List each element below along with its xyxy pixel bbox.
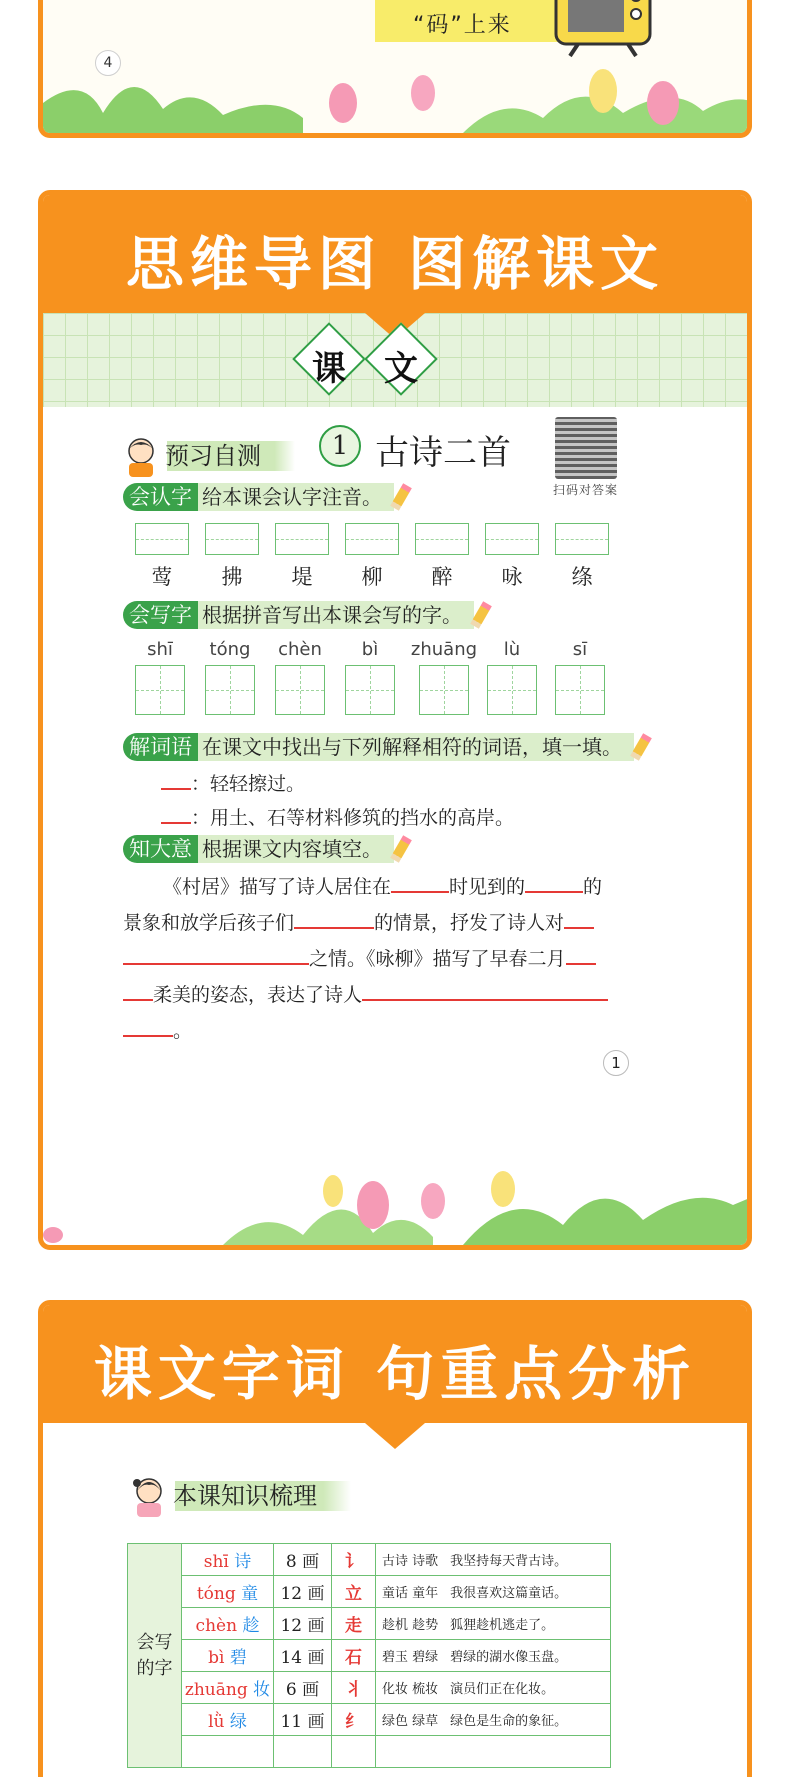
pinyin-char-cell: bì 碧 [182,1640,274,1672]
callout-text: “码”上来 [413,13,512,38]
pinyin-char-cell: shī 诗 [182,1544,274,1576]
knowledge-table [127,1543,611,1768]
pinyin-answer-box[interactable] [485,523,539,555]
table-row [128,1736,611,1768]
table-row [128,1608,611,1640]
boy-avatar-icon [123,435,159,477]
pinyin-answer-box[interactable] [345,523,399,555]
recognize-char: 咏 [501,565,523,589]
task-instruction: 根据课文内容填空。 [198,835,394,863]
table-row [128,1544,611,1576]
preview-section-header [123,435,295,477]
task-summary [123,835,406,863]
section-char-1: 课 [312,349,346,389]
vocab-item-2: ：用土、石等材料修筑的挡水的高岸。 [161,803,514,830]
grass-flower-decoration [43,1165,752,1245]
answer-blank[interactable] [123,981,153,1001]
example-cell: 古诗 诗歌 我坚持每天背古诗。 [376,1544,611,1576]
card-banner-title: 思维导图 图解课文 [125,230,665,298]
previous-page-fragment [38,0,752,138]
stroke-count: 12 画 [274,1576,332,1608]
pinyin-label: chèn [278,639,322,660]
recognize-char: 堤 [291,565,313,589]
answer-blank[interactable] [294,909,374,929]
example-cell: 碧玉 碧绿 碧绿的湖水像玉盘。 [376,1640,611,1672]
stroke-count: 8 画 [274,1544,332,1576]
pinyin-answer-box[interactable] [415,523,469,555]
recognize-char: 柳 [361,565,383,589]
answer-blank[interactable] [161,770,191,790]
recognize-char: 绦 [571,565,593,589]
example-cell: 趁机 趁势 狐狸趁机逃走了。 [376,1608,611,1640]
recognize-char: 醉 [431,565,453,589]
mind-map-card [38,190,752,1250]
pinyin-answer-box[interactable] [555,523,609,555]
answer-blank[interactable] [391,873,449,893]
pinyin-char-cell: zhuāng 妆 [182,1672,274,1704]
pinyin-answer-box[interactable] [135,523,189,555]
summary-section-header [131,1475,351,1517]
pinyin-char-cell: chèn 趁 [182,1608,274,1640]
task-instruction: 根据拼音写出本课会写的字。 [198,601,474,629]
row-header: 会写的字 [128,1544,182,1768]
pinyin-label: tóng [209,639,251,660]
writing-grid[interactable] [135,665,185,715]
header-notch [365,1423,425,1449]
example-cell: 童话 童年 我很喜欢这篇童话。 [376,1576,611,1608]
example-cell: 化妆 梳妆 演员们正在化妆。 [376,1672,611,1704]
pinyin-char-cell: lǜ 绿 [182,1704,274,1736]
task-instruction: 给本课会认字注音。 [198,483,394,511]
task-tag: 解词语 [123,733,198,761]
page-number: 1 [603,1050,629,1076]
writing-grid[interactable] [419,665,469,715]
pinyin-label: zhuāng [410,639,478,660]
task-tag: 知大意 [123,835,198,863]
radical: 石 [332,1640,376,1672]
lesson-number: 1 [319,425,361,467]
answer-blank[interactable] [123,945,309,965]
task-vocab [123,733,646,761]
table-row [128,1640,611,1672]
card-header [43,195,747,313]
pinyin-label: shī [147,639,173,660]
answer-blank[interactable] [564,909,594,929]
recognize-char: 莺 [151,565,173,589]
summary-paragraph: 《村居》描写了诗人居住在 时见到的 的 景象和放学后孩子们 的情景，抒发了诗人对 之情。《咏柳》描写了早春二月 柔美的姿态，表达了诗人 。 [123,869,653,1049]
summary-title: 本课知识梳理 [167,1481,351,1511]
pinyin-char-cell: tóng 童 [182,1576,274,1608]
radical: 纟 [332,1704,376,1736]
card-banner-title: 课文字词 句重点分析 [93,1340,697,1408]
writing-grid[interactable] [555,665,605,715]
answer-blank[interactable] [566,945,596,965]
writing-grid[interactable] [275,665,325,715]
answer-blank[interactable] [362,981,608,1001]
task-tag: 会认字 [123,483,198,511]
example-cell: 绿色 绿草 绿色是生命的象征。 [376,1704,611,1736]
radical: 立 [332,1576,376,1608]
girl-avatar-icon [131,1475,167,1517]
task-write [123,601,486,629]
qr-code-icon[interactable] [555,417,617,479]
pinyin-label: lù [503,639,521,660]
task-instruction: 在课文中找出与下列解释相符的词语，填一填。 [198,733,634,761]
task-tag: 会写字 [123,601,198,629]
stroke-count: 12 画 [274,1608,332,1640]
stroke-count: 6 画 [274,1672,332,1704]
qr-caption: 扫码对答案 [553,483,619,497]
radical: 走 [332,1608,376,1640]
stroke-count: 14 画 [274,1640,332,1672]
answer-blank[interactable] [123,1017,173,1037]
radical: 讠 [332,1544,376,1576]
table-row [128,1704,611,1736]
preview-title: 预习自测 [159,441,295,471]
stroke-count: 11 画 [274,1704,332,1736]
writing-grid[interactable] [487,665,537,715]
recognize-char: 拂 [221,565,243,589]
table-row [128,1672,611,1704]
grass-flower-decoration [43,63,752,133]
card-header [43,1305,747,1423]
section-char-2: 文 [384,349,418,389]
lesson-title: 古诗二首 [375,433,511,473]
task-recognize [123,483,406,511]
pinyin-label: bì [361,639,379,660]
page-number: 4 [95,50,121,76]
tv-illustration [548,0,658,58]
pinyin-answer-box[interactable] [205,523,259,555]
vocab-item-1: ：轻轻擦过。 [161,769,305,796]
pinyin-label: sī [572,639,588,660]
writing-grid[interactable] [345,665,395,715]
answer-blank[interactable] [161,804,191,824]
answer-blank[interactable] [525,873,583,893]
pinyin-answer-box[interactable] [275,523,329,555]
radical: 丬 [332,1672,376,1704]
writing-grid[interactable] [205,665,255,715]
word-analysis-card [38,1300,752,1777]
table-row [128,1576,611,1608]
